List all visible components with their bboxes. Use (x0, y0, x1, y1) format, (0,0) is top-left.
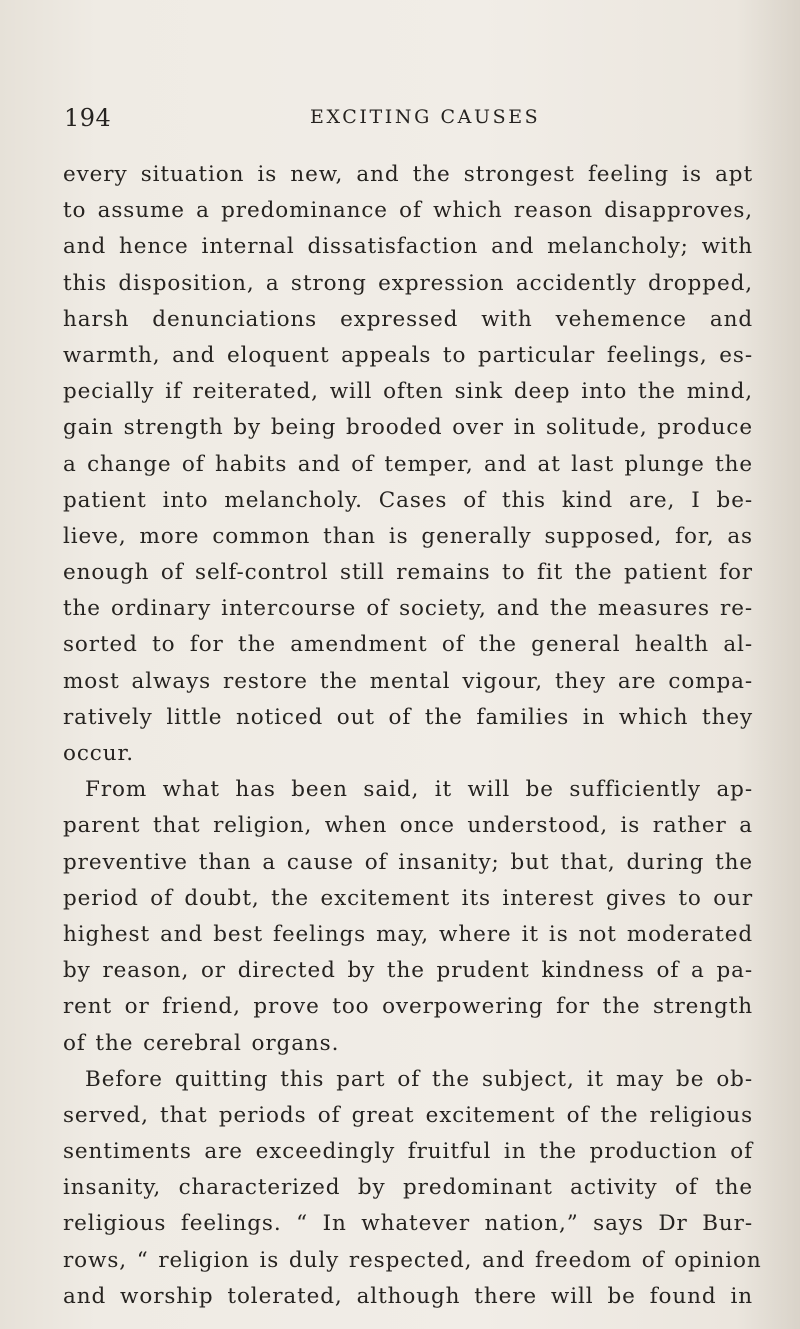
paragraph-start-line: From what has been said, it will be sufficiently ap- (85, 777, 753, 803)
running-head: EXCITING CAUSES (310, 106, 541, 128)
text-line: rows, “ religion is duly respected, and freedom of opinion (63, 1247, 762, 1273)
text-line: this disposition, a strong expression accidently dropped, (63, 270, 753, 296)
text-line: religious feelings. “ In whatever nation,” says Dr Bur- (63, 1211, 753, 1237)
text-line: highest and best feelings may, where it is not moderated (63, 921, 753, 947)
text-line: rent or friend, prove too overpowering for the strength (63, 994, 753, 1020)
text-line: and hence internal dissatisfaction and melancholy; with (63, 234, 753, 260)
text-line: a change of habits and of temper, and at last plunge the (63, 451, 753, 477)
text-line: preventive than a cause of insanity; but that, during the (63, 849, 753, 875)
body-text (63, 157, 762, 1315)
text-line: warmth, and eloquent appeals to particular feelings, es- (63, 342, 753, 368)
text-line: every situation is new, and the strongest feeling is apt (63, 162, 753, 187)
text-line: enough of self-control still remains to fit the patient for (63, 560, 753, 586)
text-line: sorted to for the amendment of the general health al- (63, 632, 753, 658)
text-line: pecially if reiterated, will often sink deep into the mind, (63, 379, 753, 405)
text-line: ratively little noticed out of the families in which they (63, 704, 753, 730)
text-line: lieve, more common than is generally supposed, for, as (63, 523, 753, 549)
text-line: gain strength by being brooded over in solitude, produce (63, 415, 753, 441)
page-number: 194 (64, 104, 112, 132)
text-line: by reason, or directed by the prudent kindness of a pa- (63, 958, 753, 984)
paragraph-end-line: occur. (63, 741, 135, 766)
text-line: period of doubt, the excitement its interest gives to our (63, 885, 753, 911)
text-line: and worship tolerated, although there will be found in (63, 1283, 753, 1309)
text-line: patient into melancholy. Cases of this kind are, I be- (63, 487, 753, 513)
page-header (64, 104, 744, 134)
paragraph-start-line: Before quitting this part of the subject, it may be ob- (85, 1066, 753, 1092)
text-line: to assume a predominance of which reason disapproves, (63, 198, 753, 224)
paragraph-end-line: of the cerebral organs. (63, 1030, 340, 1056)
text-line: insanity, characterized by predominant activity of the (63, 1175, 753, 1201)
text-line: most always restore the mental vigour, they are compa- (63, 668, 753, 694)
text-line: parent that religion, when once understood, is rather a (63, 813, 753, 839)
text-line: harsh denunciations expressed with vehemence and (63, 306, 753, 332)
text-line: sentiments are exceedingly fruitful in the production of (63, 1139, 753, 1165)
text-line: served, that periods of great excitement of the religious (63, 1102, 753, 1128)
text-line: the ordinary intercourse of society, and the measures re- (63, 596, 753, 622)
